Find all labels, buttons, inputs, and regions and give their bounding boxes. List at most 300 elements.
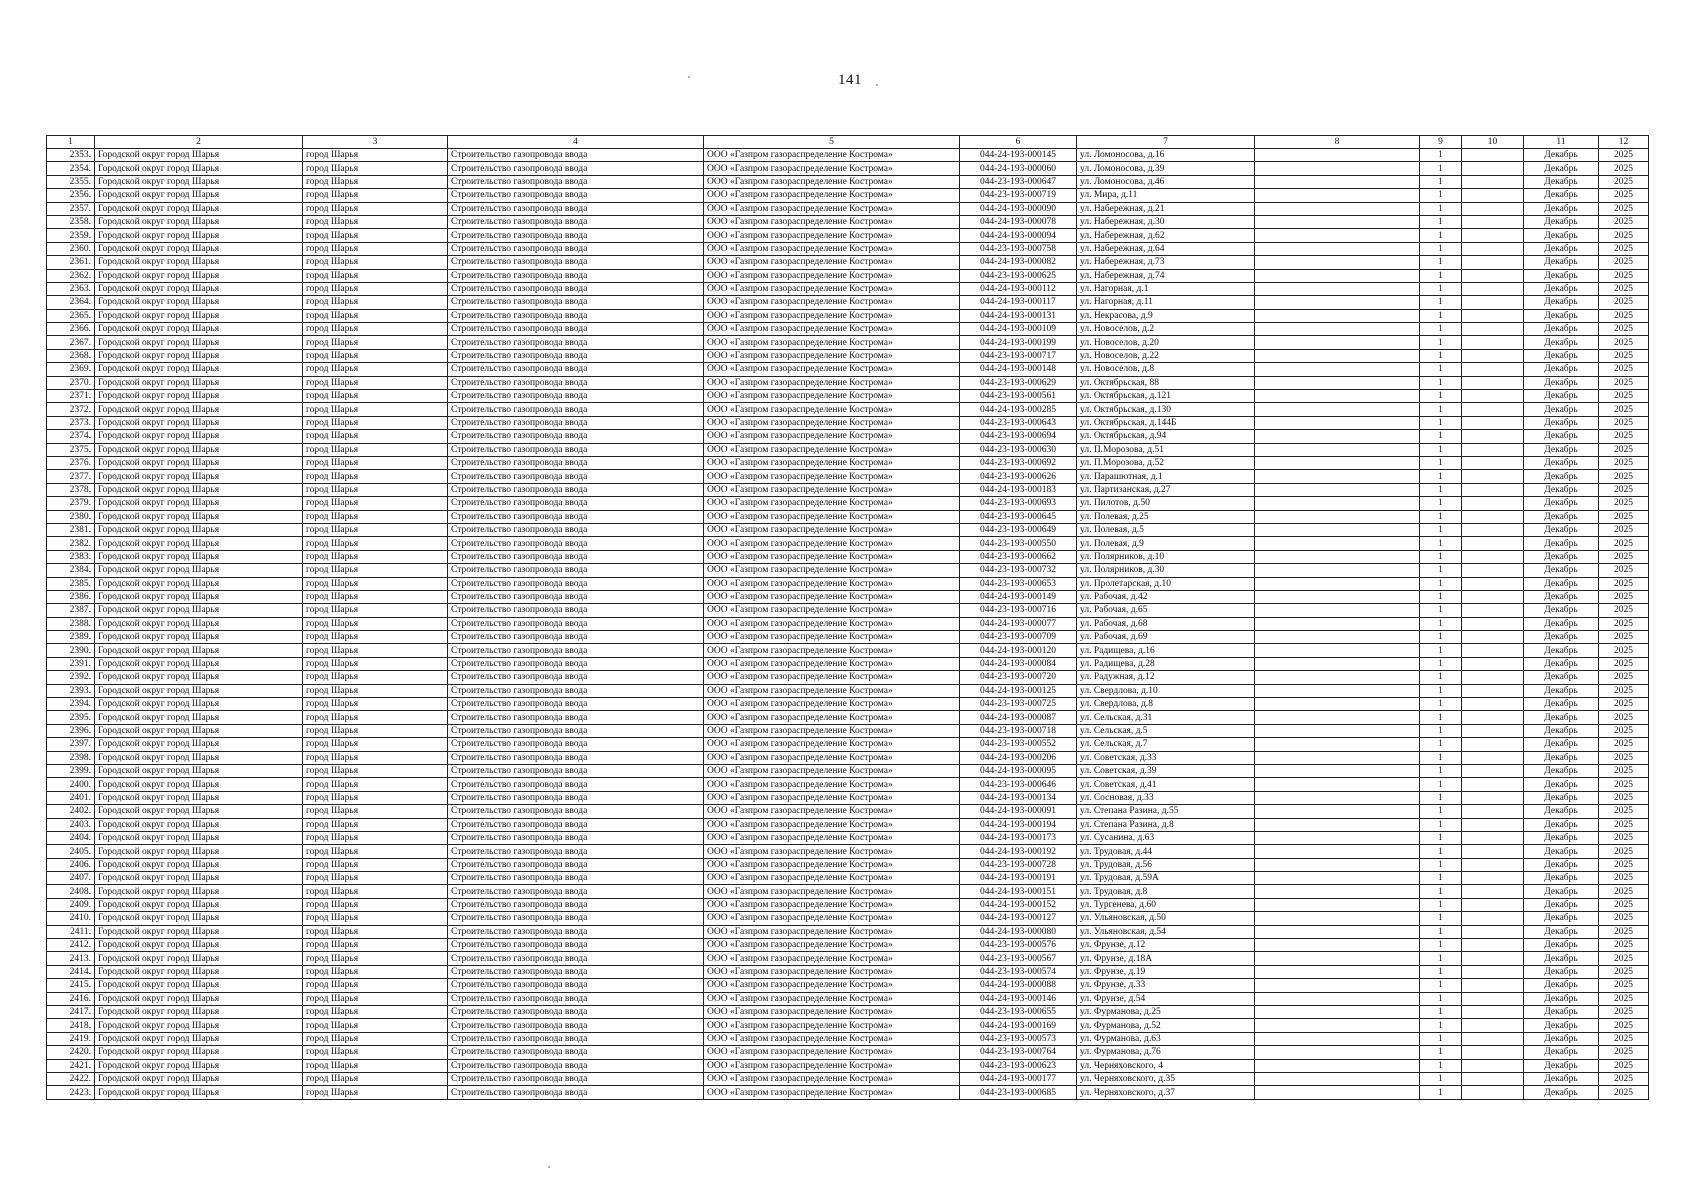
settlement-cell: город Шарья [303,1006,448,1019]
address-cell: ул. Фрунзе, д.19 [1077,965,1255,978]
column-10-cell [1462,564,1524,577]
row-number-cell: 2370. [47,376,95,389]
month-cell: Декабрь [1524,791,1599,804]
district-cell: Городской округ город Шарья [95,617,303,630]
object-code-cell: 044-24-193-000199 [960,336,1077,349]
year-cell: 2025 [1599,925,1649,938]
object-code-cell: 044-23-193-000719 [960,189,1077,202]
year-cell: 2025 [1599,724,1649,737]
quantity-cell: 1 [1420,1046,1462,1059]
work-type-cell: Строительство газопровода ввода [448,189,704,202]
work-type-cell: Строительство газопровода ввода [448,992,704,1005]
year-cell: 2025 [1599,858,1649,871]
district-cell: Городской округ город Шарья [95,470,303,483]
row-number-cell: 2394. [47,698,95,711]
year-cell: 2025 [1599,604,1649,617]
year-cell: 2025 [1599,564,1649,577]
object-code-cell: 044-24-193-000088 [960,979,1077,992]
object-code-cell: 044-23-193-000625 [960,269,1077,282]
month-cell: Декабрь [1524,497,1599,510]
row-number-cell: 2383. [47,550,95,563]
work-type-cell: Строительство газопровода ввода [448,912,704,925]
row-number-cell: 2380. [47,510,95,523]
work-type-cell: Строительство газопровода ввода [448,885,704,898]
settlement-cell: город Шарья [303,564,448,577]
column-10-cell [1462,1086,1524,1099]
object-code-cell: 044-23-193-000732 [960,564,1077,577]
quantity-cell: 1 [1420,724,1462,737]
table-row [47,1032,1649,1045]
table-row [47,323,1649,336]
row-number-cell: 2403. [47,818,95,831]
month-cell: Декабрь [1524,751,1599,764]
table-row [47,952,1649,965]
district-cell: Городской округ город Шарья [95,376,303,389]
column-8-cell [1255,979,1420,992]
column-10-cell [1462,149,1524,162]
column-10-cell [1462,497,1524,510]
column-10-cell [1462,242,1524,255]
address-cell: ул. Свердлова, д.10 [1077,684,1255,697]
work-type-cell: Строительство газопровода ввода [448,537,704,550]
column-10-cell [1462,309,1524,322]
work-type-cell: Строительство газопровода ввода [448,162,704,175]
settlement-cell: город Шарья [303,1046,448,1059]
column-10-cell [1462,912,1524,925]
district-cell: Городской округ город Шарья [95,456,303,469]
quantity-cell: 1 [1420,470,1462,483]
organization-cell: ООО «Газпром газораспределение Кострома» [704,684,960,697]
year-cell: 2025 [1599,764,1649,777]
column-8-cell [1255,456,1420,469]
month-cell: Декабрь [1524,671,1599,684]
work-type-cell: Строительство газопровода ввода [448,470,704,483]
organization-cell: ООО «Газпром газораспределение Кострома» [704,175,960,188]
row-number-cell: 2397. [47,738,95,751]
table-row [47,925,1649,938]
address-cell: ул. Трудовая, д.59А [1077,872,1255,885]
table-row [47,711,1649,724]
table-row [47,537,1649,550]
address-cell: ул. Ульяновская, д.54 [1077,925,1255,938]
organization-cell: ООО «Газпром газораспределение Кострома» [704,965,960,978]
settlement-cell: город Шарья [303,403,448,416]
column-8-cell [1255,497,1420,510]
settlement-cell: город Шарья [303,684,448,697]
month-cell: Декабрь [1524,644,1599,657]
row-number-cell: 2368. [47,349,95,362]
quantity-cell: 1 [1420,523,1462,536]
object-code-cell: 044-23-193-000649 [960,523,1077,536]
year-cell: 2025 [1599,296,1649,309]
column-10-cell [1462,483,1524,496]
quantity-cell: 1 [1420,443,1462,456]
table-row [47,671,1649,684]
district-cell: Городской округ город Шарья [95,778,303,791]
column-8-cell [1255,631,1420,644]
column-8-cell [1255,376,1420,389]
address-cell: ул. Набережная, д.30 [1077,215,1255,228]
address-cell: ул. Советская, д.33 [1077,751,1255,764]
settlement-cell: город Шарья [303,791,448,804]
column-10-cell [1462,282,1524,295]
year-cell: 2025 [1599,189,1649,202]
table-row [47,296,1649,309]
settlement-cell: город Шарья [303,416,448,429]
district-cell: Городской округ город Шарья [95,309,303,322]
year-cell: 2025 [1599,711,1649,724]
work-type-cell: Строительство газопровода ввода [448,269,704,282]
year-cell: 2025 [1599,1019,1649,1032]
work-type-cell: Строительство газопровода ввода [448,175,704,188]
work-type-cell: Строительство газопровода ввода [448,564,704,577]
quantity-cell: 1 [1420,537,1462,550]
row-number-cell: 2408. [47,885,95,898]
district-cell: Городской округ город Шарья [95,403,303,416]
row-number-cell: 2413. [47,952,95,965]
district-cell: Городской округ город Шарья [95,764,303,777]
year-cell: 2025 [1599,845,1649,858]
object-code-cell: 044-23-193-000552 [960,738,1077,751]
table-row [47,698,1649,711]
work-type-cell: Строительство газопровода ввода [448,590,704,603]
table-row [47,162,1649,175]
quantity-cell: 1 [1420,550,1462,563]
row-number-cell: 2402. [47,805,95,818]
month-cell: Декабрь [1524,323,1599,336]
column-10-cell [1462,1046,1524,1059]
address-cell: ул. Фурманова, д.25 [1077,1006,1255,1019]
table-row [47,564,1649,577]
table-body [47,149,1649,1100]
work-type-cell: Строительство газопровода ввода [448,577,704,590]
year-cell: 2025 [1599,242,1649,255]
column-10-cell [1462,349,1524,362]
object-code-cell: 044-23-193-000662 [960,550,1077,563]
work-type-cell: Строительство газопровода ввода [448,349,704,362]
organization-cell: ООО «Газпром газораспределение Кострома» [704,577,960,590]
month-cell: Декабрь [1524,349,1599,362]
quantity-cell: 1 [1420,577,1462,590]
row-number-cell: 2373. [47,416,95,429]
organization-cell: ООО «Газпром газораспределение Кострома» [704,885,960,898]
column-8-cell [1255,872,1420,885]
month-cell: Декабрь [1524,269,1599,282]
settlement-cell: город Шарья [303,724,448,737]
settlement-cell: город Шарья [303,229,448,242]
row-number-cell: 2362. [47,269,95,282]
header-row [47,136,1649,149]
year-cell: 2025 [1599,256,1649,269]
table-row [47,470,1649,483]
settlement-cell: город Шарья [303,617,448,630]
column-8-cell [1255,416,1420,429]
address-cell: ул. Трудовая, д.8 [1077,885,1255,898]
district-cell: Городской округ город Шарья [95,644,303,657]
settlement-cell: город Шарья [303,456,448,469]
object-code-cell: 044-23-193-000694 [960,430,1077,443]
year-cell: 2025 [1599,376,1649,389]
year-cell: 2025 [1599,818,1649,831]
year-cell: 2025 [1599,537,1649,550]
table-row [47,724,1649,737]
work-type-cell: Строительство газопровода ввода [448,363,704,376]
work-type-cell: Строительство газопровода ввода [448,229,704,242]
table-row [47,443,1649,456]
column-8-cell [1255,189,1420,202]
column-10-cell [1462,698,1524,711]
year-cell: 2025 [1599,885,1649,898]
table-row [47,965,1649,978]
quantity-cell: 1 [1420,617,1462,630]
month-cell: Декабрь [1524,952,1599,965]
table-row [47,872,1649,885]
month-cell: Декабрь [1524,537,1599,550]
object-code-cell: 044-24-193-000146 [960,992,1077,1005]
organization-cell: ООО «Газпром газораспределение Кострома» [704,698,960,711]
district-cell: Городской округ город Шарья [95,1059,303,1072]
month-cell: Декабрь [1524,282,1599,295]
district-cell: Городской округ город Шарья [95,550,303,563]
organization-cell: ООО «Газпром газораспределение Кострома» [704,1059,960,1072]
year-cell: 2025 [1599,416,1649,429]
column-10-cell [1462,965,1524,978]
organization-cell: ООО «Газпром газораспределение Кострома» [704,831,960,844]
month-cell: Декабрь [1524,939,1599,952]
object-code-cell: 044-24-193-000192 [960,845,1077,858]
object-code-cell: 044-23-193-000720 [960,671,1077,684]
organization-cell: ООО «Газпром газораспределение Кострома» [704,564,960,577]
month-cell: Декабрь [1524,577,1599,590]
organization-cell: ООО «Газпром газораспределение Кострома» [704,604,960,617]
work-type-cell: Строительство газопровода ввода [448,483,704,496]
object-code-cell: 044-24-193-000194 [960,818,1077,831]
district-cell: Городской округ город Шарья [95,1006,303,1019]
column-8-cell [1255,1072,1420,1085]
table-row [47,403,1649,416]
column-8-cell [1255,671,1420,684]
quantity-cell: 1 [1420,631,1462,644]
district-cell: Городской округ город Шарья [95,510,303,523]
settlement-cell: город Шарья [303,323,448,336]
column-10-cell [1462,979,1524,992]
month-cell: Декабрь [1524,1086,1599,1099]
table-row [47,684,1649,697]
quantity-cell: 1 [1420,349,1462,362]
column-10-cell [1462,791,1524,804]
table-row [47,898,1649,911]
column-10-cell [1462,684,1524,697]
column-8-cell [1255,537,1420,550]
row-number-cell: 2395. [47,711,95,724]
row-number-cell: 2364. [47,296,95,309]
address-cell: ул. Новоселов, д.20 [1077,336,1255,349]
table-row [47,805,1649,818]
column-header-3: 3 [303,136,448,149]
district-cell: Городской округ город Шарья [95,162,303,175]
column-8-cell [1255,778,1420,791]
month-cell: Декабрь [1524,631,1599,644]
work-type-cell: Строительство газопровода ввода [448,443,704,456]
row-number-cell: 2371. [47,390,95,403]
column-10-cell [1462,952,1524,965]
table-row [47,617,1649,630]
column-8-cell [1255,323,1420,336]
column-10-cell [1462,751,1524,764]
table-row [47,336,1649,349]
column-8-cell [1255,925,1420,938]
address-cell: ул. Пролетарская, д.10 [1077,577,1255,590]
settlement-cell: город Шарья [303,523,448,536]
object-code-cell: 044-24-193-000285 [960,403,1077,416]
table-row [47,604,1649,617]
organization-cell: ООО «Газпром газораспределение Кострома» [704,416,960,429]
table-row [47,845,1649,858]
column-header-5: 5 [704,136,960,149]
district-cell: Городской округ город Шарья [95,202,303,215]
row-number-cell: 2378. [47,483,95,496]
quantity-cell: 1 [1420,175,1462,188]
column-10-cell [1462,403,1524,416]
organization-cell: ООО «Газпром газораспределение Кострома» [704,363,960,376]
row-number-cell: 2372. [47,403,95,416]
column-10-cell [1462,1072,1524,1085]
organization-cell: ООО «Газпром газораспределение Кострома» [704,979,960,992]
row-number-cell: 2393. [47,684,95,697]
address-cell: ул. Свердлова, д.8 [1077,698,1255,711]
work-type-cell: Строительство газопровода ввода [448,657,704,670]
table-row [47,550,1649,563]
month-cell: Декабрь [1524,1019,1599,1032]
quantity-cell: 1 [1420,979,1462,992]
district-cell: Городской округ город Шарья [95,965,303,978]
row-number-cell: 2415. [47,979,95,992]
row-number-cell: 2375. [47,443,95,456]
address-cell: ул. Новоселов, д.2 [1077,323,1255,336]
object-code-cell: 044-24-193-000127 [960,912,1077,925]
column-10-cell [1462,1006,1524,1019]
column-8-cell [1255,309,1420,322]
work-type-cell: Строительство газопровода ввода [448,390,704,403]
district-cell: Городской округ город Шарья [95,296,303,309]
object-code-cell: 044-24-193-000151 [960,885,1077,898]
column-header-2: 2 [95,136,303,149]
year-cell: 2025 [1599,631,1649,644]
column-10-cell [1462,724,1524,737]
district-cell: Городской округ город Шарья [95,497,303,510]
quantity-cell: 1 [1420,805,1462,818]
quantity-cell: 1 [1420,845,1462,858]
month-cell: Декабрь [1524,189,1599,202]
district-cell: Городской округ город Шарья [95,912,303,925]
month-cell: Декабрь [1524,1059,1599,1072]
work-type-cell: Строительство газопровода ввода [448,979,704,992]
table-row [47,202,1649,215]
quantity-cell: 1 [1420,898,1462,911]
organization-cell: ООО «Газпром газораспределение Кострома» [704,644,960,657]
month-cell: Декабрь [1524,470,1599,483]
object-code-cell: 044-24-193-000120 [960,644,1077,657]
address-cell: ул. Черняховского, д.35 [1077,1072,1255,1085]
row-number-cell: 2414. [47,965,95,978]
year-cell: 2025 [1599,510,1649,523]
work-type-cell: Строительство газопровода ввода [448,430,704,443]
settlement-cell: город Шарья [303,965,448,978]
work-type-cell: Строительство газопровода ввода [448,898,704,911]
month-cell: Декабрь [1524,215,1599,228]
quantity-cell: 1 [1420,764,1462,777]
work-type-cell: Строительство газопровода ввода [448,818,704,831]
year-cell: 2025 [1599,1086,1649,1099]
column-8-cell [1255,791,1420,804]
column-10-cell [1462,215,1524,228]
row-number-cell: 2374. [47,430,95,443]
year-cell: 2025 [1599,483,1649,496]
district-cell: Городской округ город Шарья [95,229,303,242]
settlement-cell: город Шарья [303,336,448,349]
settlement-cell: город Шарья [303,939,448,952]
settlement-cell: город Шарья [303,189,448,202]
district-cell: Городской округ город Шарья [95,282,303,295]
table-row [47,149,1649,162]
row-number-cell: 2416. [47,992,95,1005]
object-code-cell: 044-24-193-000145 [960,149,1077,162]
row-number-cell: 2398. [47,751,95,764]
month-cell: Декабрь [1524,604,1599,617]
object-code-cell: 044-23-193-000653 [960,577,1077,590]
column-header-1: 1 [47,136,95,149]
address-cell: ул. Набережная, д.62 [1077,229,1255,242]
district-cell: Городской округ город Шарья [95,791,303,804]
year-cell: 2025 [1599,349,1649,362]
month-cell: Декабрь [1524,1046,1599,1059]
column-8-cell [1255,939,1420,952]
row-number-cell: 2419. [47,1032,95,1045]
district-cell: Городской округ город Шарья [95,390,303,403]
district-cell: Городской округ город Шарья [95,684,303,697]
row-number-cell: 2417. [47,1006,95,1019]
year-cell: 2025 [1599,550,1649,563]
column-10-cell [1462,992,1524,1005]
column-10-cell [1462,778,1524,791]
column-8-cell [1255,577,1420,590]
column-header-10: 10 [1462,136,1524,149]
quantity-cell: 1 [1420,778,1462,791]
quantity-cell: 1 [1420,952,1462,965]
address-cell: ул. Сосновая, д.33 [1077,791,1255,804]
quantity-cell: 1 [1420,403,1462,416]
settlement-cell: город Шарья [303,242,448,255]
address-cell: ул. Новоселов, д.22 [1077,349,1255,362]
organization-cell: ООО «Газпром газораспределение Кострома» [704,1019,960,1032]
district-cell: Городской округ город Шарья [95,523,303,536]
column-8-cell [1255,604,1420,617]
month-cell: Декабрь [1524,523,1599,536]
organization-cell: ООО «Газпром газораспределение Кострома» [704,751,960,764]
quantity-cell: 1 [1420,336,1462,349]
settlement-cell: город Шарья [303,631,448,644]
district-cell: Городской округ город Шарья [95,590,303,603]
column-8-cell [1255,443,1420,456]
object-code-cell: 044-24-193-000206 [960,751,1077,764]
year-cell: 2025 [1599,215,1649,228]
table-row [47,242,1649,255]
year-cell: 2025 [1599,979,1649,992]
column-10-cell [1462,390,1524,403]
organization-cell: ООО «Газпром газораспределение Кострома» [704,336,960,349]
year-cell: 2025 [1599,912,1649,925]
month-cell: Декабрь [1524,925,1599,938]
